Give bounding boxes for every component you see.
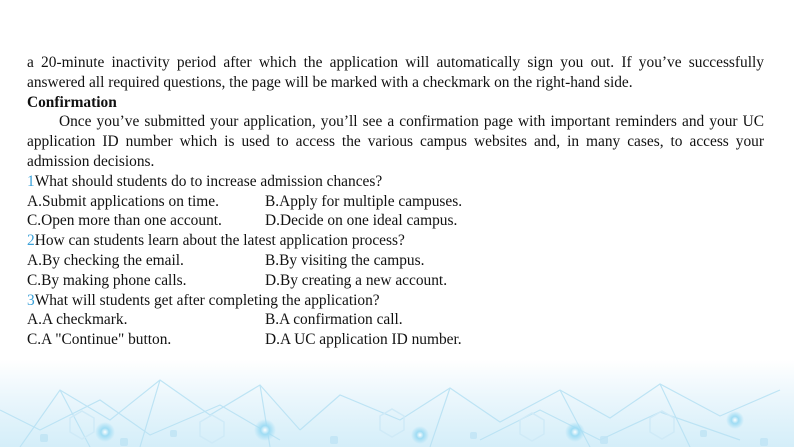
options-row [27,330,764,350]
question-1 [27,172,764,192]
passage-paragraph-confirmation: Once you’ve submitted your application, you’ll see a confirmation page with important reminders and your UC application ID number which is used to access the various campus websites and, in many cases, to access your admission decisions. [27,113,764,170]
options-row [27,251,764,271]
question-text: What will students get after completing the application? [34,291,380,309]
question-text: What should students do to increase admission chances? [34,172,383,190]
question-number: 3 [27,291,35,309]
question-3 [27,291,764,311]
options-row [27,192,764,212]
option-c: C.By making phone calls. [27,271,187,289]
reading-content [27,53,764,350]
option-a: A.A checkmark. [27,311,128,329]
question-number: 2 [27,232,35,250]
option-b: B.Apply for multiple campuses. [265,192,463,210]
option-a: A.Submit applications on time. [27,192,219,210]
section-heading-confirmation: Confirmation [27,93,117,111]
option-c: C.A "Continue" button. [27,331,172,349]
option-d: D.By creating a new account. [265,271,448,289]
option-b: B.A confirmation call. [265,311,403,329]
option-a: A.By checking the email. [27,251,184,269]
option-b: B.By visiting the campus. [265,251,425,269]
passage-paragraph-continued: a 20-minute inactivity period after which the application will automatically sign you out. If you’ve successfully answered all required questions, the page will be marked with a checkmark on the right-hand side. [27,54,764,91]
option-d: D.Decide on one ideal campus. [265,212,458,230]
question-number: 1 [27,172,35,190]
decorative-network-background [0,360,794,447]
options-row [27,310,764,330]
options-row [27,211,764,231]
question-2 [27,231,764,251]
question-text: How can students learn about the latest application process? [34,232,405,250]
option-c: C.Open more than one account. [27,212,222,230]
options-row [27,271,764,291]
option-d: D.A UC application ID number. [265,331,462,349]
